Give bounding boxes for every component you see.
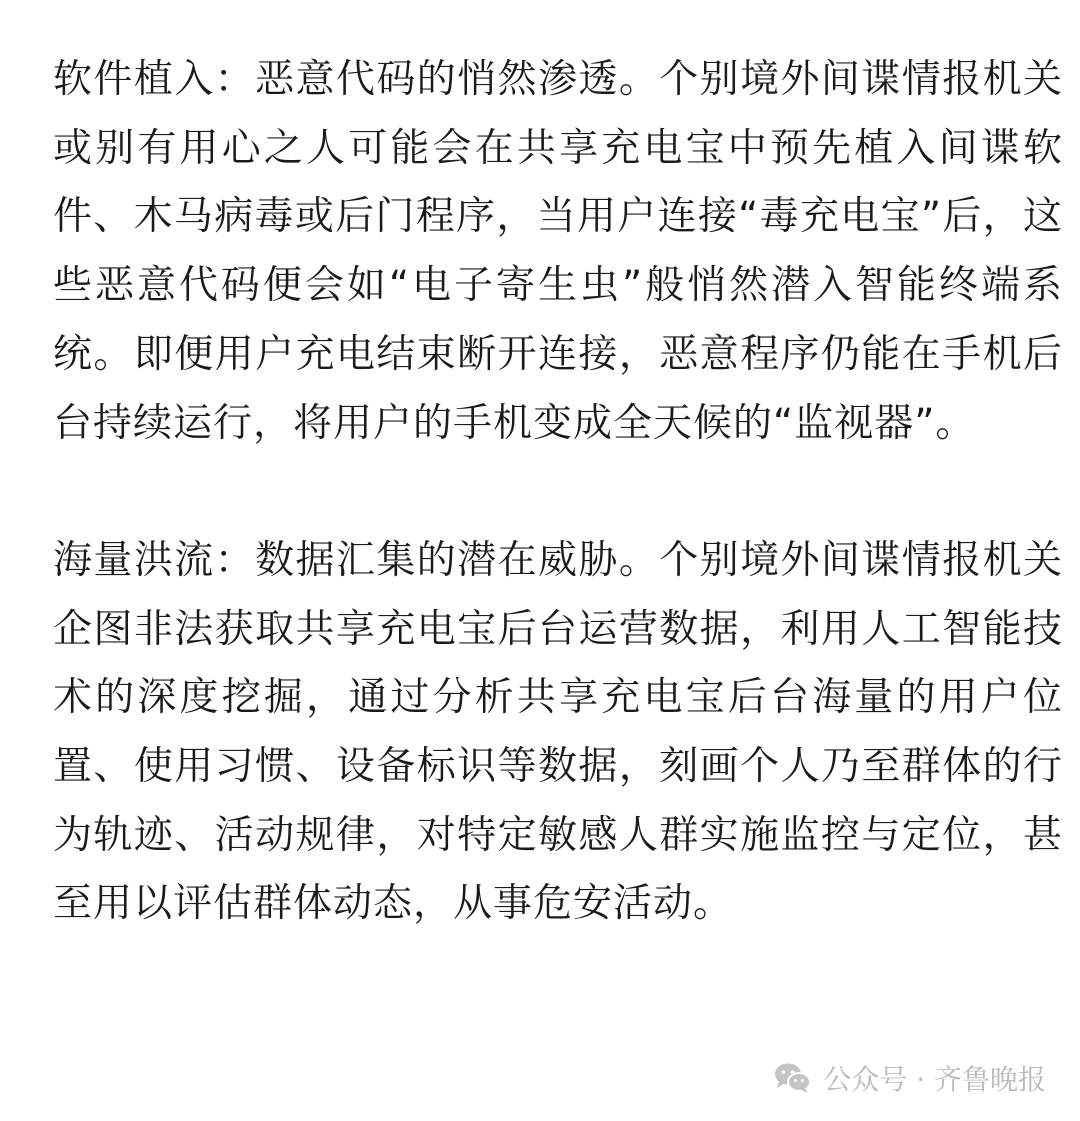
wechat-icon	[773, 1061, 813, 1095]
paragraph-software-implant: 软件植入：恶意代码的悄然渗透。个别境外间谍情报机关或别有用心之人可能会在共享充电宝中预先植入间谍软件、木马病毒或后门程序，当用户连接“毒充电宝”后，这些恶意代码便会如“电子寄生虫”般悄然潜入智能终端系统。即便用户充电结束断开连接，恶意程序仍能在手机后台持续运行，将用户的手机变成全天候的“监视器”。	[53, 57, 1063, 446]
watermark-text: 公众号 · 齐鲁晚报	[823, 1063, 1046, 1096]
wechat-watermark	[773, 1058, 1046, 1098]
paragraph-data-flood: 海量洪流：数据汇集的潜在威胁。个别境外间谍情报机关企图非法获取共享充电宝后台运营数据，利用人工智能技术的深度挖掘，通过分析共享充电宝后台海量的用户位置、使用习惯、设备标识等数据，刻画个人乃至群体的行为轨迹、活动规律，对特定敏感人群实施监控与定位，甚至用以评估群体动态，从事危安活动。	[53, 537, 1063, 927]
article-body	[53, 46, 1063, 939]
